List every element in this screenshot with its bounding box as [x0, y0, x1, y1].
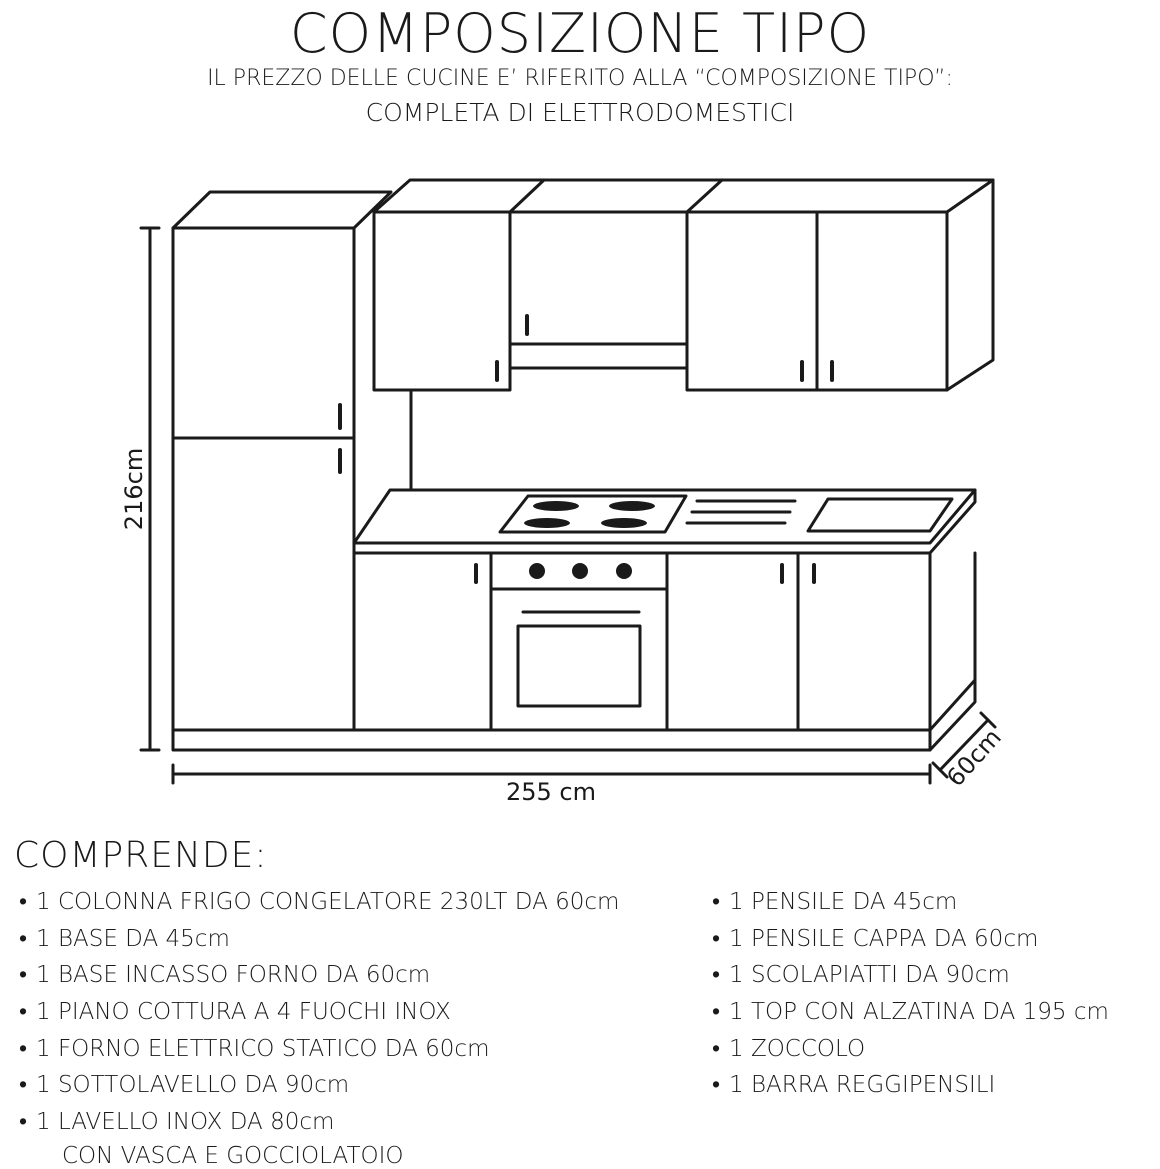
list-item: • 1 COLONNA FRIGO CONGELATORE 230LT DA 60cm [10, 884, 619, 921]
list-item: • 1 BASE DA 45cm [10, 921, 619, 958]
subtitle-appliances: COMPLETA DI ELETTRODOMESTICI [365, 98, 795, 127]
oven-knob-icon [529, 563, 545, 579]
list-item: • 1 TOP CON ALZATINA DA 195 cm [703, 994, 1109, 1031]
burner-icon [609, 501, 655, 511]
burner-icon [524, 518, 570, 528]
list-item-continuation: CON VASCA E GOCCIOLATOIO [62, 1143, 404, 1169]
list-item: • 1 PENSILE DA 45cm [703, 884, 1109, 921]
list-item: • 1 SCOLAPIATTI DA 90cm [703, 957, 1109, 994]
plinth [173, 680, 975, 750]
height-label: 216cm [120, 447, 148, 531]
list-item: • 1 PENSILE CAPPA DA 60cm [703, 921, 1109, 958]
includes-list-right [703, 884, 1109, 1104]
list-item: • 1 FORNO ELETTRICO STATICO DA 60cm [10, 1031, 619, 1068]
width-label: 255 cm [505, 778, 597, 806]
base-cabinets [354, 553, 975, 730]
countertop [354, 490, 975, 553]
page-title: COMPOSIZIONE TIPO [289, 2, 871, 65]
oven-knob-icon [572, 563, 588, 579]
list-item: • 1 SOTTOLAVELLO DA 90cm [10, 1067, 619, 1104]
list-item: • 1 BASE INCASSO FORNO DA 60cm [10, 957, 619, 994]
includes-list-left [10, 884, 619, 1141]
list-item: • 1 PIANO COTTURA A 4 FUOCHI INOX [10, 994, 619, 1031]
wall-cabinets [374, 180, 993, 390]
subtitle-price-note: IL PREZZO DELLE CUCINE E’ RIFERITO ALLA “COMPOSIZIONE TIPO”: [207, 66, 953, 91]
fridge-column [173, 192, 391, 730]
list-item: • 1 ZOCCOLO [703, 1031, 1109, 1068]
depth-label: 60cm [941, 723, 1007, 792]
oven-knob-icon [616, 563, 632, 579]
list-item: • 1 LAVELLO INOX DA 80cm [10, 1104, 619, 1141]
burner-icon [601, 518, 647, 528]
includes-title: COMPRENDE: [14, 835, 268, 876]
list-item: • 1 BARRA REGGIPENSILI [703, 1067, 1109, 1104]
burner-icon [533, 501, 579, 511]
